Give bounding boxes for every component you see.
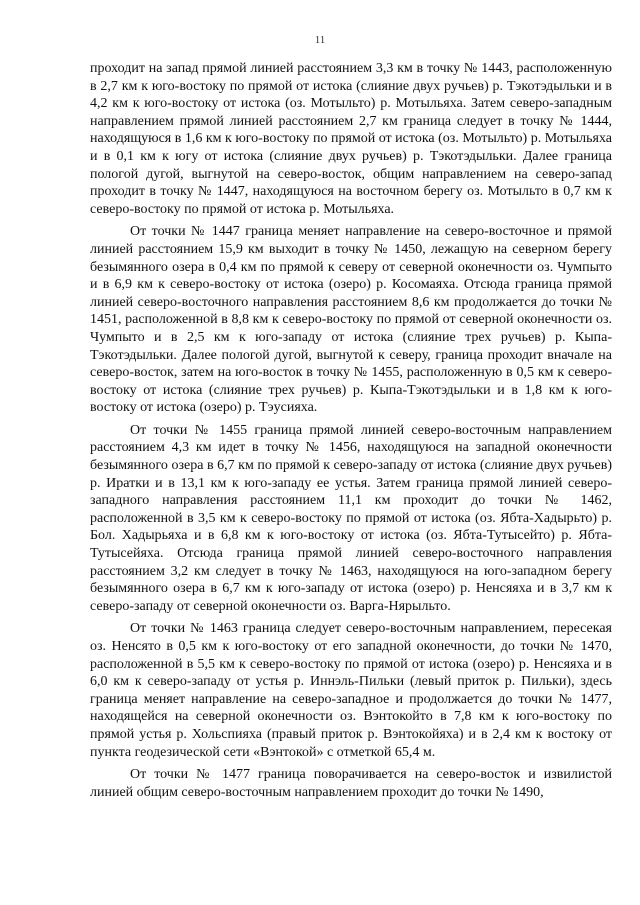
paragraph-4: От точки № 1463 граница следует северо-восточным направлением, пересекая оз. Ненсято в 0,5 км к юго-востоку от его западной оконечности, до точки № 1470, расположенной в 5,5 км к северо-востоку по прямой от истока (озеро) р. Ненсяяха и в 6,0 км к северо-западу от устья р. Иннэль-Пильки (левый приток р. Пильки), здесь граница меняет направление на северо-западное и продолжается до точки № 1477, находящейся на северной оконечности оз. Вэнтокойто в 7,8 км к юго-востоку по прямой устья р. Хольспияха (правый приток р. Вэнтокойяха) и в 2,4 км к востоку от пункта геодезической сети «Вэнтокой» с отметкой 65,4 м. [90,621,612,760]
paragraph-1: проходит на запад прямой линией расстоянием 3,3 км в точку № 1443, расположенную в 2,7 км к юго-востоку по прямой от истока (слияние двух ручьев) р. Тэкотэдыльки и в 4,2 км к юго-востоку от истока (оз. Мотыльто) р. Мотыльяха. Затем северо-западным направлением прямой линией расстоянием 2,7 км граница следует в точку № 1444, находящуюся в 1,6 км к юго-востоку по прямой от истока (оз. Мотыльто) р. Мотыльяха и в 0,1 км к югу от истока (слияние двух ручьев) р. Тэкотэдыльки. Далее граница пологой дугой, выгнутой на северо-восток, общим направлением на северо-запад проходит в точку № 1447, находящуюся на восточном берегу оз. Мотыльто в 0,7 км к северо-востоку по прямой от истока р. Мотыльяха. [90,61,612,217]
paragraph-2: От точки № 1447 граница меняет направление на северо-восточное и прямой линией расстоянием 15,9 км выходит в точку № 1450, лежащую на северном берегу безымянного озера в 0,4 км по прямой к северу от северной оконечности оз. Чумпыто и в 6,9 км к северо-востоку от истока (озеро) р. Косомаяха. Отсюда граница прямой линией северо-восточного направления расстоянием 8,6 км продолжается до точки № 1451, расположенной в 8,8 км к северо-востоку по прямой от северной оконечности оз. Чумпыто и в 2,5 км к юго-западу от истока (слияние трех ручьев) р. Кыпа-Тэкотэдыльки. Далее пологой дугой, выгнутой к северу, граница проходит вначале на северо-восток, затем на юго-восток в точку № 1455, расположенную в 0,5 км к северо-востоку от истока (слияние трех ручьев) р. Кыпа-Тэкотэдыльки и в 1,8 км к юго-востоку от истока (озеро) р. Тэусияха. [90,224,612,416]
page-number: 11 [314,34,326,46]
document-body [90,60,612,806]
paragraph-5: От точки № 1477 граница поворачивается на северо-восток и извилистой линией общим северо-восточным направлением проходит до точки № 1490, [90,767,612,800]
paragraph-3: От точки № 1455 граница прямой линией северо-восточным направлением расстоянием 4,3 км идет в точку № 1456, находящуюся на западной оконечности безымянного озера в 6,7 км по прямой к северо-западу от истока (слияние двух ручьев) р. Иратки и в 13,1 км к юго-западу ее устья. Затем граница прямой линией северо-западного направления расстоянием 11,1 км проходит до точки № 1462, расположенной в 3,5 км к северо-востоку по прямой от истока (оз. Ябта-Хадырьто) р. Бол. Хадырьяха и в 6,8 км к юго-востоку от истока (оз. Ябта-Тутысейто) р. Ябта-Тутысейяха. Отсюда граница прямой линией северо-восточного направления расстоянием 3,2 км следует в точку № 1463, находящуюся на юго-западном берегу безымянного озера в 6,7 км к юго-западу от истока (озеро) р. Ненсяяха и в 3,7 км к северо-западу от северной оконечности оз. Варга-Нярыльто. [90,422,612,614]
